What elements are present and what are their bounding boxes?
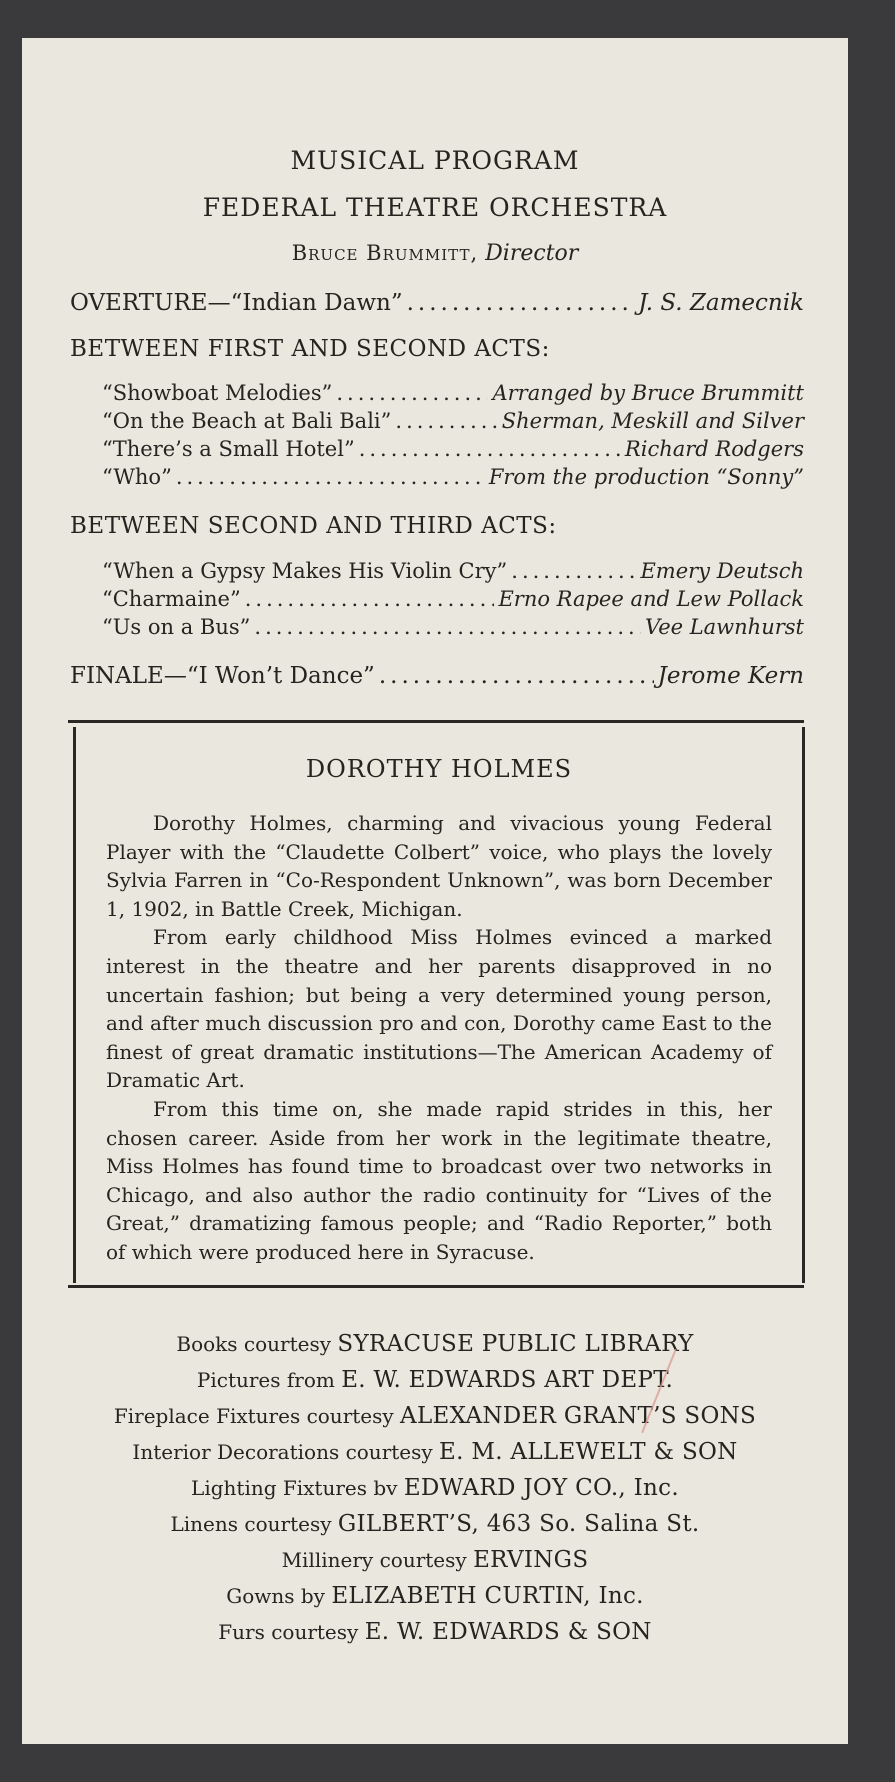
director-line (22, 241, 848, 266)
program-page (22, 38, 848, 1744)
bio-paragraph: From this time on, she made rapid strides in this, her chosen career. Aside from her work in the legitimate theatre, Miss Holmes has found time to broadcast over two networks in Chicago, and also author the radio continuity for “Lives of the Great,” dramatizing famous people; and “Radio Reporter,” both of which were produced here in Syracuse. (106, 1096, 772, 1264)
credit-label: Books courtesy (176, 1332, 332, 1356)
credit-line (22, 1614, 848, 1650)
credit-line (22, 1362, 848, 1398)
piece-credit: From the production “Sonny” (488, 465, 804, 489)
credit-sponsor: E. W. EDWARDS ART DEPT. (341, 1367, 674, 1393)
leader-dots (176, 465, 485, 489)
credit-line (22, 1470, 848, 1506)
leader-dots (379, 663, 654, 689)
bio-text (106, 809, 772, 1267)
overture-row (70, 290, 804, 316)
leader-dots (395, 409, 497, 433)
piece-credit: Sherman, Meskill and Silver (501, 409, 804, 433)
piece-credit: Arranged by Bruce Brummitt (492, 381, 804, 405)
box-bottom-rule (68, 1285, 804, 1288)
bio-title: DOROTHY HOLMES (305, 755, 573, 783)
credit-sponsor: EDWARD JOY CO., Inc. (403, 1475, 679, 1501)
credit-label: Lighting Fixtures bv (191, 1476, 398, 1500)
credit-line (22, 1542, 848, 1578)
program-item (102, 615, 804, 639)
piece-title: “Charmaine” (102, 587, 241, 611)
bio-paragraph: Dorothy Holmes, charming and vivacious young Federal Player with the “Claudette Colbert” voice, who plays the lovely Sylvia Farren in “Co-Respondent Unknown”, was born December 1, 1902, in Battle Creek, Michigan. (106, 811, 772, 921)
leader-dots (407, 290, 635, 316)
credit-label: Fireplace Fixtures courtesy (113, 1404, 394, 1428)
credit-line (22, 1326, 848, 1362)
credit-line (22, 1398, 848, 1434)
credit-line (22, 1578, 848, 1614)
program-item (102, 437, 804, 461)
piece-credit: Erno Rapee and Lew Pollack (498, 587, 804, 611)
credit-sponsor: SYRACUSE PUBLIC LIBRARY (337, 1331, 694, 1357)
credits-list (22, 1326, 848, 1650)
credit-sponsor: E. W. EDWARDS & SON (364, 1619, 652, 1645)
credit-sponsor: GILBERT’S, 463 So. Salina St. (337, 1511, 700, 1537)
piece-title: “Showboat Melodies” (102, 381, 333, 405)
leader-dots (245, 587, 495, 611)
program-item (102, 587, 804, 611)
acts1-heading: BETWEEN FIRST AND SECOND ACTS: (70, 336, 550, 362)
credit-line (22, 1434, 848, 1470)
overture-title: OVERTURE—“Indian Dawn” (70, 290, 403, 316)
piece-title: “Us on a Bus” (102, 615, 251, 639)
finale-title: FINALE—“I Won’t Dance” (70, 663, 375, 689)
program-item (102, 381, 804, 405)
credit-label: Interior Decorations courtesy (132, 1440, 433, 1464)
program-item (102, 465, 804, 489)
overture-composer: J. S. Zamecnik (638, 290, 804, 316)
leader-dots (254, 615, 641, 639)
piece-credit: Vee Lawnhurst (644, 615, 804, 639)
orchestra-name: FEDERAL THEATRE ORCHESTRA (202, 193, 668, 222)
finale-row (70, 663, 804, 689)
bio-box (73, 727, 805, 1283)
piece-credit: Emery Deutsch (640, 559, 804, 583)
bio-paragraph: From early childhood Miss Holmes evinced a marked interest in the theatre and her parents disapproved in no uncertain fashion; but being a very determined young person, and after much discussion pro and con, Dorothy came East to the finest of great dramatic institutions—The American Academy of Dramatic Art. (106, 925, 772, 1093)
leader-dots (336, 381, 488, 405)
piece-title: “Who” (102, 465, 172, 489)
credit-label: Pictures from (196, 1368, 335, 1392)
piece-title: “There’s a Small Hotel” (102, 437, 355, 461)
leader-dots (359, 437, 621, 461)
credit-label: Gowns by (226, 1584, 325, 1608)
credit-sponsor: E. M. ALLEWELT & SON (439, 1439, 738, 1465)
director-name: Bruce Brummitt, (291, 241, 479, 265)
credit-sponsor: ALEXANDER GRANT’S SONS (400, 1403, 757, 1429)
piece-title: “On the Beach at Bali Bali” (102, 409, 392, 433)
credit-sponsor: ELIZABETH CURTIN, Inc. (331, 1583, 644, 1609)
finale-composer: Jerome Kern (657, 663, 804, 689)
leader-dots (511, 559, 636, 583)
credit-label: Millinery courtesy (281, 1548, 467, 1572)
acts2-heading: BETWEEN SECOND AND THIRD ACTS: (70, 513, 557, 539)
credit-label: Linens courtesy (170, 1512, 332, 1536)
credit-sponsor: ERVINGS (473, 1547, 589, 1573)
box-top-rule (68, 720, 804, 723)
program-item (102, 409, 804, 433)
program-item (102, 559, 804, 583)
credit-label: Furs courtesy (218, 1620, 359, 1644)
piece-title: “When a Gypsy Makes His Violin Cry” (102, 559, 508, 583)
program-title: MUSICAL PROGRAM (290, 146, 580, 175)
credit-line (22, 1506, 848, 1542)
director-role: Director (485, 241, 579, 266)
piece-credit: Richard Rodgers (624, 437, 804, 461)
